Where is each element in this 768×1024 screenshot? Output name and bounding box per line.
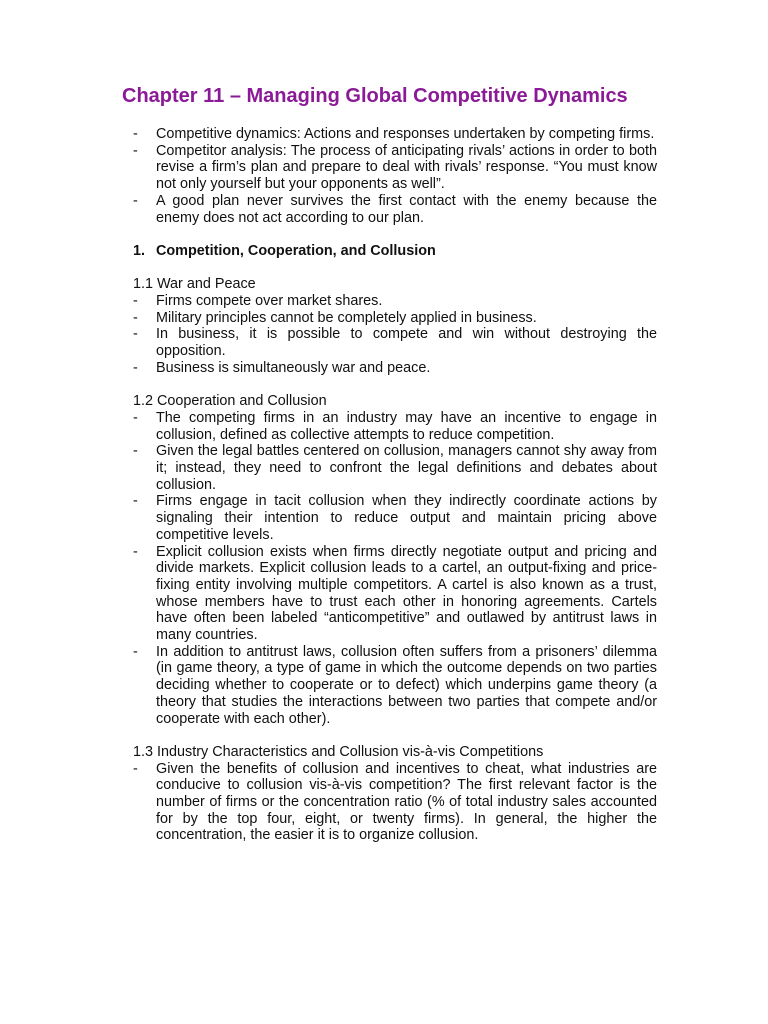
bullet-text: Competitor analysis: The process of anticipating rivals’ actions in order to both revise a firm’s plan and prepare to deal with rivals’ response. “You must know not only yourself but your opponents as well”. (156, 142, 657, 193)
bullet-dash: - (133, 293, 138, 309)
bullet-item (133, 443, 657, 493)
spacer (133, 226, 657, 243)
bullet-text: In business, it is possible to compete and win without destroying the opposition. (156, 326, 657, 360)
subsection-cooperation-and-collusion (133, 393, 657, 727)
bullet-item (133, 761, 657, 845)
section-heading (133, 243, 657, 260)
subsection-war-and-peace (133, 276, 657, 376)
bullet-item (133, 544, 657, 644)
subsection-heading: 1.2 Cooperation and Collusion (133, 393, 327, 410)
bullet-item (133, 644, 657, 728)
document-body (133, 126, 657, 844)
bullet-item (133, 360, 657, 377)
bullet-dash: - (133, 409, 138, 426)
bullet-text: In addition to antitrust laws, collusion often suffers from a prisoners’ dilemma (in game theory, a type of game in which the outcome depends on two parties deciding whether to cooperate or to defect) which underpins game theory (a theory that studies the interactions between two parties that compete and/or cooperate with each other). (156, 643, 657, 727)
bullet-text: Competitive dynamics: Actions and responses undertaken by competing firms. (156, 126, 655, 142)
subsection-heading: 1.3 Industry Characteristics and Collusion vis-à-vis Competitions (133, 743, 544, 760)
chapter-title: Chapter 11 – Managing Global Competitive Dynamics (122, 85, 628, 107)
bullet-dash: - (133, 443, 138, 460)
bullet-text: A good plan never survives the first contact with the enemy because the enemy does not act according to our plan. (156, 192, 657, 226)
intro-bullet-item (133, 126, 657, 143)
bullet-item (133, 410, 657, 443)
subsection-heading: 1.1 War and Peace (133, 276, 256, 293)
spacer (133, 727, 657, 744)
subsection-industry-characteristics (133, 744, 657, 844)
bullet-text: Given the legal battles centered on collusion, managers cannot shy away from it; instead, they need to confront the legal definitions and debates about collusion. (156, 443, 657, 493)
bullet-dash: - (133, 359, 138, 376)
bullet-text: The competing firms in an industry may have an incentive to engage in collusion, defined as collective attempts to reduce competition. (156, 409, 657, 443)
bullet-dash: - (133, 326, 138, 343)
bullet-item (133, 493, 657, 543)
bullet-dash: - (133, 493, 138, 510)
bullet-dash: - (133, 543, 138, 560)
bullet-item (133, 326, 657, 359)
section-title: Competition, Cooperation, and Collusion (156, 242, 436, 259)
bullet-text: Firms engage in tacit collusion when they indirectly coordinate actions by signaling their intention to reduce output and maintain pricing above competitive levels. (156, 493, 657, 543)
section-number: 1. (133, 242, 146, 259)
bullet-dash: - (133, 192, 138, 209)
bullet-dash: - (133, 126, 138, 142)
bullet-dash: - (133, 309, 138, 326)
bullet-dash: - (133, 760, 138, 777)
intro-bullet-list (133, 126, 657, 226)
bullet-text: Given the benefits of collusion and incentives to cheat, what industries are conducive to collusion vis-à-vis competition? The first relevant factor is the number of firms or the concentration ratio (% of total industry sales accounted for by the top four, eight, or twenty firms). In general, the higher the concentration, the easier it is to organize collusion. (156, 760, 657, 844)
bullet-text: Explicit collusion exists when firms directly negotiate output and pricing and divide markets. Explicit collusion leads to a cartel, an output-fixing and price-fixing entity involving multiple competitors. A cartel is also known as a trust, whose members have to trust each other in honoring agreements. Cartels have often been labeled “anticompetitive” and outlawed by antitrust laws in many countries. (156, 543, 657, 644)
bullet-text: Military principles cannot be completely applied in business. (156, 309, 537, 326)
bullet-text: Firms compete over market shares. (156, 293, 383, 309)
bullet-item (133, 293, 657, 310)
intro-bullet-item (133, 193, 657, 226)
intro-bullet-item (133, 143, 657, 193)
bullet-text: Business is simultaneously war and peace. (156, 359, 431, 376)
spacer (133, 377, 657, 394)
bullet-dash: - (133, 142, 138, 159)
spacer (133, 260, 657, 277)
bullet-item (133, 310, 657, 327)
bullet-dash: - (133, 643, 138, 660)
